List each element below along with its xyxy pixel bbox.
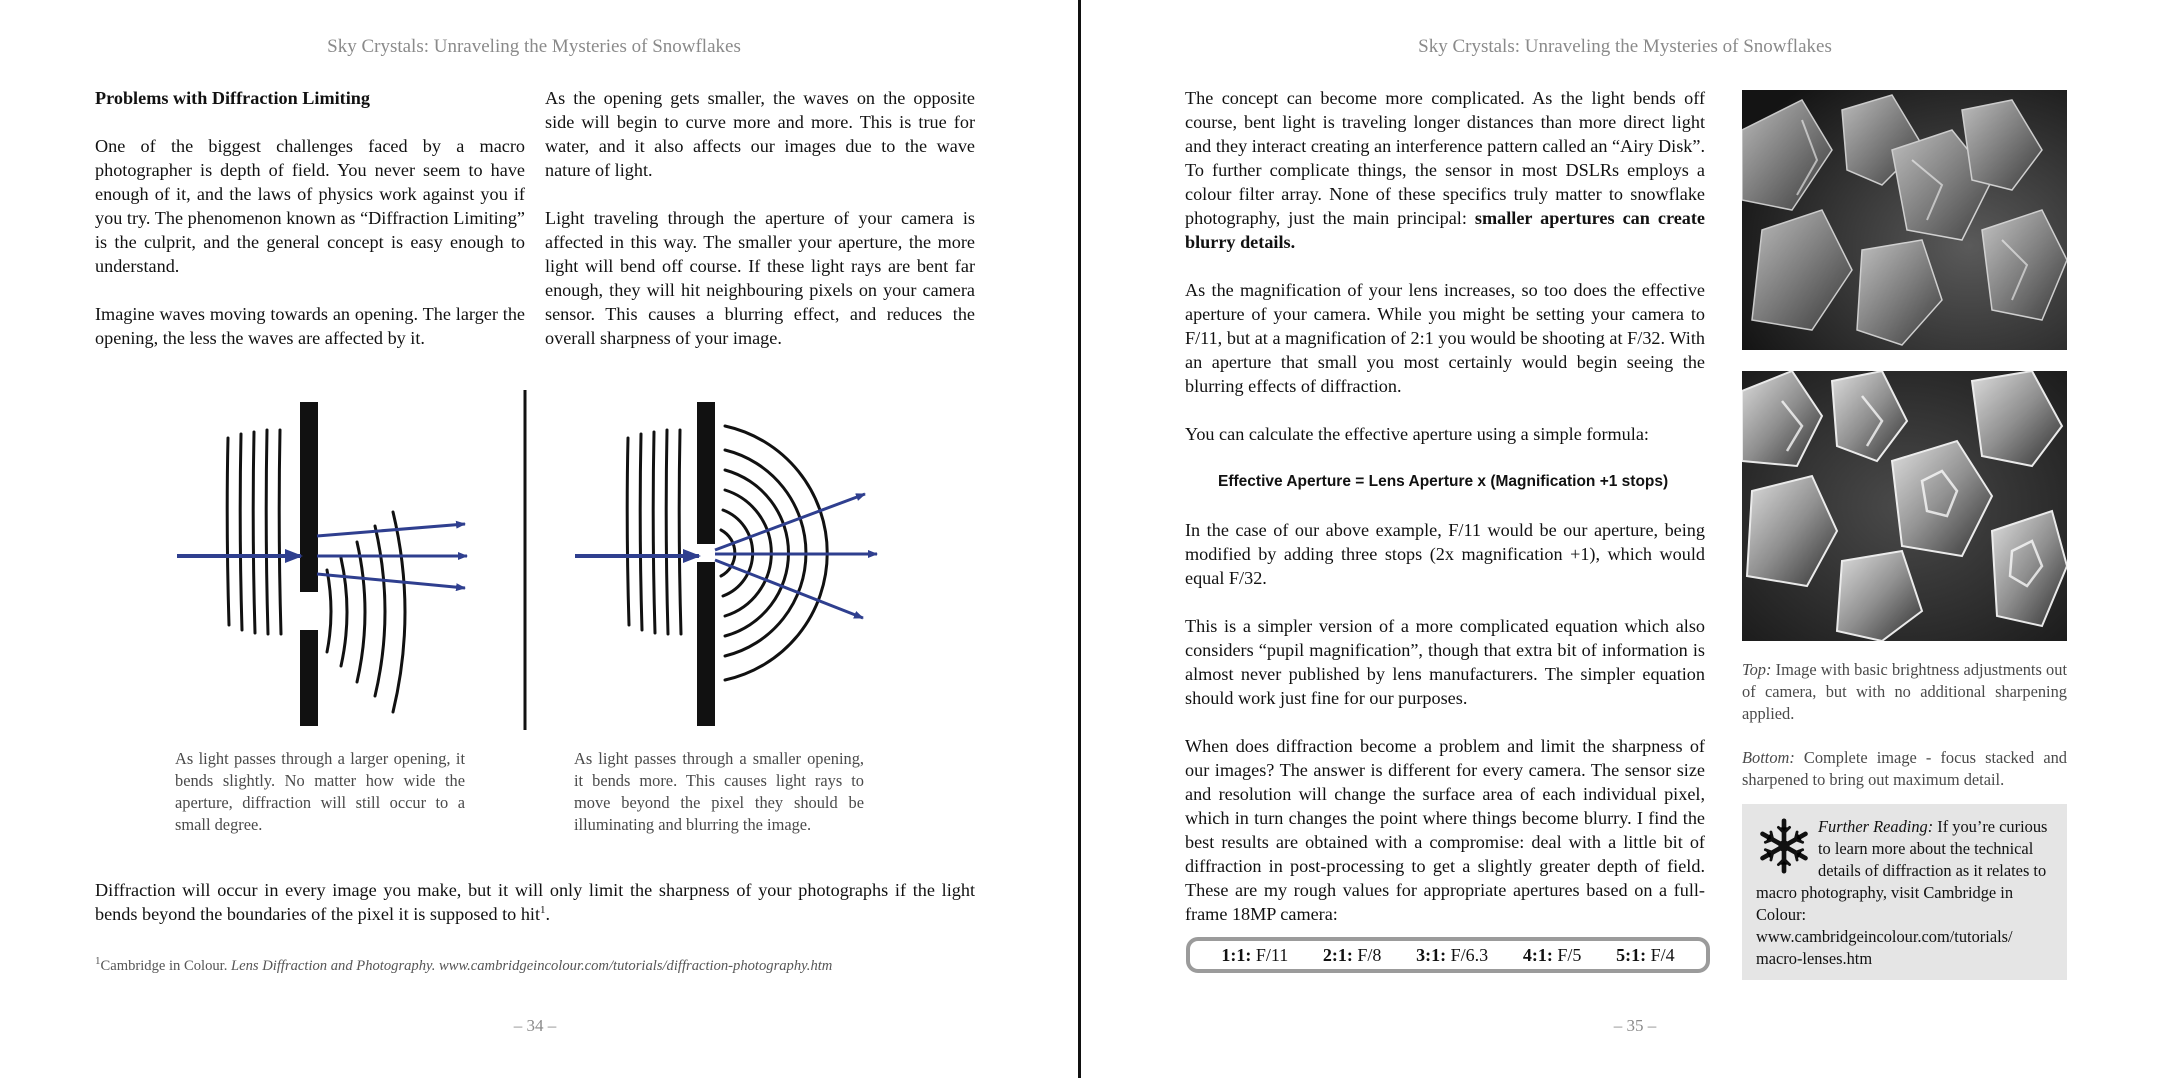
paragraph: When does diffraction become a problem and limit the sharpness of our images? The answer is different for every camera. The sensor size and resolution will change the surface area of each individual pixel, which in turn changes the point where things become blurry. I find the best results are obtained with a compromise: deal with a little bit of diffraction in post-processing to get a slightly greater depth of field. These are my rough values for appropriate apertures based on a full-frame 18MP camera:	[1185, 736, 1705, 924]
footnote-ref: 1	[540, 903, 546, 916]
snowflake-icon	[1756, 816, 1812, 876]
snowflake-photo-unsharpened	[1742, 90, 2067, 350]
further-reading-label: Further Reading:	[1818, 817, 1934, 836]
closing-text: Diffraction will occur in every image you make, but it will only limit the sharpness of your photographs if the light bends beyond the boundaries of the pixel it is supposed to hit	[95, 880, 975, 924]
further-reading-text: If you’re curious to learn more about the technical details of diffraction as it relates to macro photography, visit Cambridge in Colour: www.cambridgeincolour.com/tutorials/ macro-lenses.htm	[1756, 817, 2048, 968]
snowflake-photo-stacked	[1742, 371, 2067, 641]
diffraction-diagrams	[95, 390, 975, 740]
left-column-2	[545, 86, 975, 374]
emphasis-text: smaller apertures can create blurry details.	[1185, 208, 1705, 252]
barrier-top	[300, 402, 318, 592]
aperture-item: 4:1: F/5	[1522, 944, 1582, 965]
paragraph: Light traveling through the aperture of your camera is affected in this way. The smaller your aperture, the more light will bend off course. If these light rays are bent far enough, they will hit neighbouring pixels on your camera sensor. This causes a blurring effect, and reduces the overall sharpness of your image.	[545, 208, 975, 348]
caption-label: Bottom:	[1742, 748, 1795, 767]
caption-bottom-photo	[1742, 747, 2067, 791]
aperture-item: 2:1: F/8	[1322, 944, 1382, 965]
closing-paragraph: Diffraction will occur in every image you make, but it will only limit the sharpness of your photographs if the light bends beyond the boundaries of the pixel it is supposed to hit$^1$.	[95, 880, 975, 924]
right-column	[1185, 86, 1705, 950]
large-opening-diagram	[177, 402, 467, 726]
aperture-values-box	[1186, 937, 1710, 973]
footnote-source: Cambridge in Colour.	[100, 958, 232, 974]
barrier-top	[697, 402, 715, 544]
paragraph-text: The concept can become more complicated. As the light bends off course, bent light is traveling longer distances than more direct light and they interact creating an interference pattern called an “Airy Disk”. To further complicate things, the sensor in most DSLRs employs a colour filter array. None of these specifics truly matter to snowflake photography, just the main principal:	[1185, 88, 1705, 228]
aperture-item: 3:1: F/6.3	[1416, 944, 1489, 965]
footnote	[95, 955, 975, 975]
paragraph: You can calculate the effective aperture using a simple formula:	[1185, 424, 1649, 444]
running-head-left: Sky Crystals: Unraveling the Mysteries of Snowflakes	[327, 36, 741, 57]
footnote-number: 1	[95, 955, 101, 968]
paragraph: In the case of our above example, F/11 would be our aperture, being modified by adding three stops (2x magnification +1), which would equal F/32.	[1185, 520, 1705, 588]
paragraph: As the opening gets smaller, the waves on the opposite side will begin to curve more and more. This is true for water, and it also affects our images due to the wave nature of light.	[545, 88, 975, 180]
caption-small-opening: As light passes through a smaller opening, it bends more. This causes light rays to move beyond the pixel they should be illuminating and blurring the image.	[574, 749, 864, 834]
caption-text: Image with basic brightness adjustments out of camera, but with no additional sharpening applied.	[1742, 660, 2067, 723]
caption-text: Complete image - focus stacked and sharpened to bring out maximum detail.	[1742, 748, 2067, 789]
caption-label: Top:	[1742, 660, 1772, 679]
barrier-bottom	[697, 562, 715, 726]
caption-top-photo	[1742, 659, 2067, 725]
small-opening-diagram	[575, 402, 877, 726]
caption-large-opening: As light passes through a larger opening, it bends slightly. No matter how wide the aperture, diffraction will still occur to a small degree.	[175, 749, 465, 834]
right-page	[1080, 0, 2158, 1078]
page-number-left: – 34 –	[513, 1016, 557, 1035]
paragraph: As the magnification of your lens increases, so too does the effective aperture of your camera. While you might be setting your camera to F/11, but at a magnification of 2:1 you would be shooting at F/32. With an aperture that small you most certainly would begin seeing the blurring effects of diffraction.	[1185, 280, 1705, 396]
paragraph: This is a simpler version of a more complicated equation which also considers “pupil magnification”, though that extra bit of information is almost never published by lens manufacturers. The simpler equation should work just fine for our purposes.	[1185, 616, 1705, 708]
effective-aperture-formula: Effective Aperture = Lens Aperture x (Magnification +1 stops)	[1218, 473, 1669, 490]
paragraph: One of the biggest challenges faced by a macro photographer is depth of field. You never seem to have enough of it, and the laws of physics work against you if you try. The phenomenon known as “Diffraction Limiting” is the culprit, and the general concept is easy enough to understand.	[95, 136, 525, 276]
paragraph: Imagine waves moving towards an opening. The larger the opening, the less the waves are affected by it.	[95, 304, 525, 348]
left-column-1	[95, 86, 525, 374]
further-reading-box	[1742, 804, 2067, 980]
page-number-right: – 35 –	[1613, 1016, 1657, 1035]
left-page	[0, 0, 1078, 1078]
footnote-title: Lens Diffraction and Photography. www.cambridgeincolour.com/tutorials/diffraction-photography.htm	[231, 958, 833, 974]
paragraph	[1185, 86, 1705, 254]
barrier-bottom	[300, 630, 318, 726]
section-heading: Problems with Diffraction Limiting	[95, 88, 370, 108]
running-head-right: Sky Crystals: Unraveling the Mysteries of Snowflakes	[1418, 36, 1832, 57]
aperture-item: 1:1: F/11	[1221, 944, 1289, 965]
aperture-item: 5:1: F/4	[1616, 944, 1675, 965]
